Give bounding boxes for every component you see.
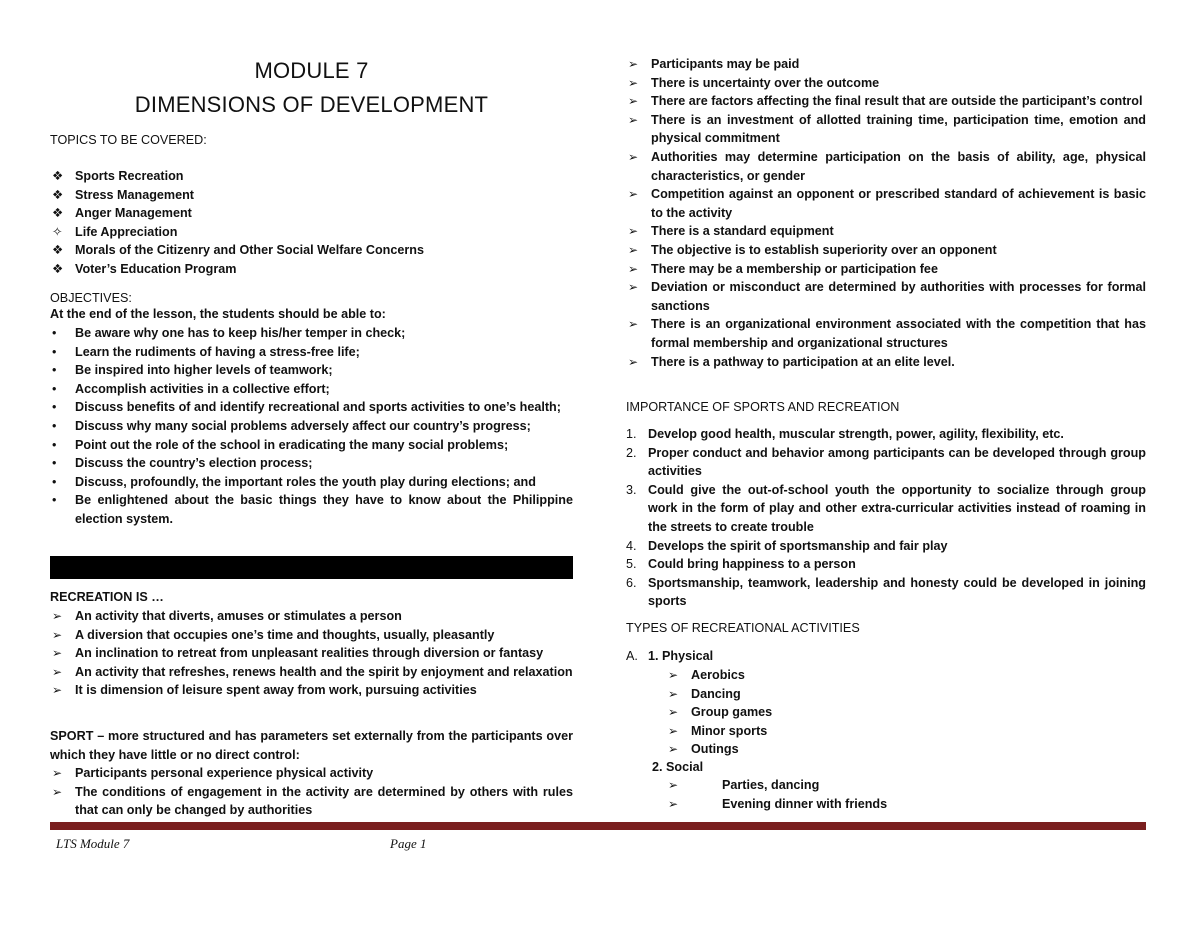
arrow-bullet-icon: ➢ <box>52 609 63 623</box>
sport-item-text: There are factors affecting the final result that are outside the participant’s control <box>651 94 1143 109</box>
arrow-bullet-icon: ➢ <box>52 627 63 642</box>
sport-item <box>50 764 573 783</box>
importance-text: Sportsmanship, teamwork, leadership and honesty could be developed in joining sports <box>648 575 1146 609</box>
importance-list <box>626 425 1146 611</box>
objectives-heading: OBJECTIVES: <box>50 291 132 305</box>
objective-item-text: Discuss the country’s election process; <box>75 456 313 471</box>
topic-item-text: Voter’s Education Program <box>75 261 237 276</box>
diamond-bullet-icon: ✧ <box>52 224 63 239</box>
bullet-icon: • <box>52 344 57 359</box>
objective-item-text: Discuss, profoundly, the important roles the youth play during elections; and <box>75 474 536 489</box>
arrow-bullet-icon: ➢ <box>668 778 679 792</box>
importance-number: 3. <box>626 482 637 497</box>
physical-item <box>666 722 966 741</box>
topic-item <box>50 186 573 205</box>
arrow-bullet-icon: ➢ <box>52 683 63 698</box>
physical-item <box>666 740 966 759</box>
arrow-bullet-icon: ➢ <box>668 686 679 701</box>
physical-item <box>666 703 966 722</box>
diamond-bullet-icon: ❖ <box>52 169 64 183</box>
module-subtitle: DIMENSIONS OF DEVELOPMENT <box>134 92 489 117</box>
objective-item <box>50 491 573 528</box>
arrow-bullet-icon: ➢ <box>668 796 679 811</box>
recreation-item-text: An inclination to retreat from unpleasant realities through diversion or fantasy <box>75 646 544 661</box>
physical-item-text: Group games <box>691 705 773 720</box>
importance-text: Could bring happiness to a person <box>648 557 856 572</box>
recreation-item <box>50 663 573 682</box>
sport-item-text: Competition against an opponent or prescribed standard of achievement is basic to the activity <box>651 187 1146 220</box>
sport-item-text: The objective is to establish superiority over an opponent <box>651 242 997 257</box>
recreation-item <box>50 626 573 645</box>
arrow-bullet-icon: ➢ <box>628 261 639 276</box>
arrow-bullet-icon: ➢ <box>668 668 679 682</box>
topic-item <box>50 204 573 223</box>
topic-item <box>50 260 573 279</box>
recreation-heading: RECREATION IS … <box>50 590 164 604</box>
arrow-bullet-icon: ➢ <box>628 94 639 109</box>
bullet-icon: • <box>52 381 57 396</box>
sport-item <box>626 260 1146 279</box>
arrow-bullet-icon: ➢ <box>628 280 639 295</box>
objective-item <box>50 398 573 417</box>
sport-item <box>626 222 1146 241</box>
physical-item-text: Dancing <box>691 686 741 701</box>
importance-item <box>626 537 1146 556</box>
importance-text: Develop good health, muscular strength, power, agility, flexibility, etc. <box>648 427 1064 441</box>
sport-item-text: There is a standard equipment <box>651 224 834 239</box>
objective-item-text: Learn the rudiments of having a stress-free life; <box>75 344 360 359</box>
sport-item <box>626 111 1146 148</box>
importance-number: 4. <box>626 538 637 553</box>
topic-item <box>50 167 573 186</box>
sport-item-text: Participants personal experience physical activity <box>75 766 374 780</box>
importance-item <box>626 444 1146 481</box>
recreation-item-text: It is dimension of leisure spent away from work, pursuing activities <box>75 683 477 698</box>
bullet-icon: • <box>52 493 57 508</box>
objective-item <box>50 380 573 399</box>
importance-number: 2. <box>626 445 637 460</box>
objective-item-text: Be aware why one has to keep his/her temper in check; <box>75 326 406 340</box>
recreation-item-text: An activity that refreshes, renews health and the spirit by enjoyment and relaxation <box>75 664 573 679</box>
physical-label: 1. Physical <box>648 649 714 663</box>
bullet-icon: • <box>52 474 57 489</box>
recreation-item <box>50 607 573 626</box>
sport-item-text: There is uncertainty over the outcome <box>651 75 880 90</box>
recreation-item <box>50 681 573 700</box>
importance-item <box>626 574 1146 611</box>
importance-text: Develops the spirit of sportsmanship and fair play <box>648 538 948 553</box>
sport-item-text: Deviation or misconduct are determined by authorities with processes for formal sanctions <box>651 280 1146 313</box>
objective-item-text: Accomplish activities in a collective effort; <box>75 381 330 396</box>
importance-number: 5. <box>626 557 637 572</box>
sport-list-left <box>50 764 573 820</box>
topic-item-text: Anger Management <box>75 206 192 221</box>
types-heading: TYPES OF RECREATIONAL ACTIVITIES <box>626 621 860 635</box>
recreation-list <box>50 607 573 700</box>
arrow-bullet-icon: ➢ <box>52 664 63 679</box>
topics-list <box>50 167 573 279</box>
bullet-icon: • <box>52 456 57 471</box>
importance-item <box>626 555 1146 574</box>
sport-item <box>626 353 1146 372</box>
social-item-text: Parties, dancing <box>722 778 820 792</box>
section-divider-bar <box>50 556 573 579</box>
arrow-bullet-icon: ➢ <box>668 742 679 757</box>
arrow-bullet-icon: ➢ <box>668 723 679 738</box>
topic-item-text: Life Appreciation <box>75 224 178 239</box>
physical-item-text: Minor sports <box>691 723 768 738</box>
topic-item-text: Morals of the Citizenry and Other Social Welfare Concerns <box>75 243 424 258</box>
types-group-a <box>626 647 714 666</box>
bullet-icon: • <box>52 400 57 415</box>
objective-item-text: Discuss why many social problems adversely affect our country’s progress; <box>75 418 531 433</box>
topic-item <box>50 223 573 242</box>
arrow-bullet-icon: ➢ <box>628 75 639 90</box>
bullet-icon: • <box>52 326 57 340</box>
sport-item-text: There is an organizational environment associated with the competition that has formal membership and organizational structures <box>651 317 1146 350</box>
arrow-bullet-icon: ➢ <box>628 242 639 257</box>
sport-item <box>626 74 1146 93</box>
sport-item-text: There is a pathway to participation at an elite level. <box>651 354 955 369</box>
arrow-bullet-icon: ➢ <box>52 646 63 661</box>
physical-list <box>666 666 966 759</box>
topics-heading: TOPICS TO BE COVERED: <box>50 133 207 147</box>
objective-item-text: Point out the role of the school in eradicating the many social problems; <box>75 437 509 452</box>
social-item-text: Evening dinner with friends <box>722 796 888 811</box>
importance-heading: IMPORTANCE OF SPORTS AND RECREATION <box>626 400 900 414</box>
sport-item <box>626 55 1146 74</box>
sport-item-text: Participants may be paid <box>651 57 800 71</box>
recreation-item-text: A diversion that occupies one’s time and thoughts, usually, pleasantly <box>75 627 495 642</box>
topic-item <box>50 241 573 260</box>
physical-item-text: Outings <box>691 742 739 757</box>
arrow-bullet-icon: ➢ <box>52 766 63 780</box>
objective-item <box>50 361 573 380</box>
arrow-bullet-icon: ➢ <box>628 112 639 127</box>
arrow-bullet-icon: ➢ <box>628 57 639 71</box>
diamond-bullet-icon: ❖ <box>52 243 64 258</box>
recreation-item <box>50 644 573 663</box>
sport-item <box>50 783 573 820</box>
sport-item <box>626 241 1146 260</box>
bullet-icon: • <box>52 418 57 433</box>
sport-list-right <box>626 55 1146 371</box>
recreation-item-text: An activity that diverts, amuses or stimulates a person <box>75 609 402 623</box>
diamond-bullet-icon: ❖ <box>52 206 64 221</box>
types-group-letter: A. <box>626 649 638 663</box>
sport-item-text: Authorities may determine participation on the basis of ability, age, physical characteristics, or gender <box>651 149 1146 183</box>
sport-intro: SPORT – more structured and has parameters set externally from the participants over which they have little or no direct control: <box>50 729 573 762</box>
importance-item <box>626 481 1146 537</box>
sport-item <box>626 278 1146 315</box>
bullet-icon: • <box>52 437 57 452</box>
arrow-bullet-icon: ➢ <box>52 784 63 799</box>
topic-item-text: Sports Recreation <box>75 169 184 183</box>
footer-rule <box>50 822 1146 830</box>
diamond-bullet-icon: ❖ <box>52 261 64 276</box>
arrow-bullet-icon: ➢ <box>668 705 679 720</box>
objective-item <box>50 454 573 473</box>
sport-item <box>626 185 1146 222</box>
arrow-bullet-icon: ➢ <box>628 354 639 369</box>
arrow-bullet-icon: ➢ <box>628 317 639 332</box>
objective-item <box>50 324 573 343</box>
objective-item-text: Be inspired into higher levels of teamwork; <box>75 363 333 378</box>
importance-text: Proper conduct and behavior among participants can be developed through group activities <box>648 445 1146 479</box>
objectives-list <box>50 324 573 529</box>
sport-item <box>626 92 1146 111</box>
physical-item <box>666 685 966 704</box>
sport-item-text: There is an investment of allotted training time, participation time, emotion and physical commitment <box>651 112 1146 146</box>
importance-item <box>626 425 1146 444</box>
footer-page: Page 1 <box>390 836 427 851</box>
arrow-bullet-icon: ➢ <box>628 149 639 164</box>
social-item <box>666 776 966 795</box>
diamond-bullet-icon: ❖ <box>52 187 64 202</box>
sport-item-text: There may be a membership or participation fee <box>651 261 938 276</box>
sport-item <box>626 315 1146 352</box>
objective-item-text: Be enlightened about the basic things they have to know about the Philippine election system. <box>75 493 573 526</box>
sport-item-text: The conditions of engagement in the activity are determined by others with rules that can only be changed by authorities <box>75 784 573 818</box>
objective-item <box>50 436 573 455</box>
objectives-intro: At the end of the lesson, the students should be able to: <box>50 307 386 321</box>
social-item <box>666 795 966 814</box>
arrow-bullet-icon: ➢ <box>628 187 639 202</box>
social-list <box>666 776 966 813</box>
sport-item <box>626 148 1146 185</box>
bullet-icon: • <box>52 363 57 378</box>
importance-number: 1. <box>626 427 637 441</box>
social-label: 2. Social <box>652 760 704 774</box>
objective-item <box>50 417 573 436</box>
objective-item-text: Discuss benefits of and identify recreational and sports activities to one’s health; <box>75 400 561 415</box>
topic-item-text: Stress Management <box>75 187 194 202</box>
module-title: MODULE 7 <box>254 58 369 83</box>
importance-number: 6. <box>626 575 637 590</box>
importance-text: Could give the out-of-school youth the opportunity to socialize through group work in the form of play and other extra-curricular activities instead of roaming in the streets to create trouble <box>648 482 1146 534</box>
objective-item <box>50 473 573 492</box>
physical-item-text: Aerobics <box>691 668 745 682</box>
physical-item <box>666 666 966 685</box>
arrow-bullet-icon: ➢ <box>628 224 639 239</box>
objective-item <box>50 343 573 362</box>
footer-module: LTS Module 7 <box>56 836 130 851</box>
